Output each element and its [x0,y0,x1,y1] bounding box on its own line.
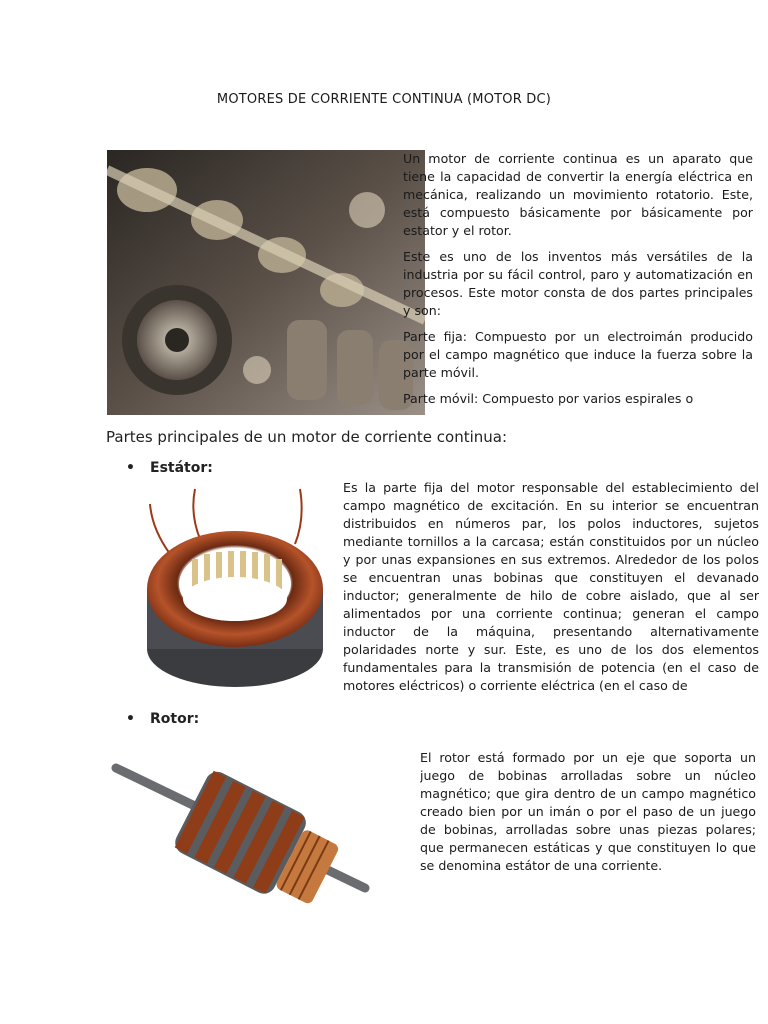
estator-label: Estátor: [150,460,213,476]
section-subheading: Partes principales de un motor de corriente continua: [106,428,508,446]
rotor-heading [126,711,199,727]
intro-text [403,150,753,422]
stator-photo [140,484,330,694]
intro-paragraph-3: Parte fija: Compuesto por un electroimán producido por el campo magnético que induce la fuerza sobre la parte móvil. [403,329,753,380]
intro-paragraph-2: Este es uno de los inventos más versátiles de la industria por su fácil control, paro y automatización en procesos. Este motor consta de dos partes principales y son: [403,249,753,318]
bullet-marker: • [126,460,135,476]
estator-heading [126,460,213,476]
rotor-paragraph: El rotor está formado por un eje que soporta un juego de bobinas arrolladas sobre un núcleo magnético; que gira dentro de un campo magnético creado bien por un imán o por el paso de un juego de bobinas, arrolladas sobre unas piezas polares; que permanecen estáticas y que constituyen lo que se denomina estátor de una corriente. [420,750,756,873]
rotor-label: Rotor: [150,711,200,727]
rotor-text [420,749,756,899]
rotor-photo [110,740,380,930]
estator-text [343,479,759,705]
intro-paragraph-1: Un motor de corriente continua es un aparato que tiene la capacidad de convertir la energía eléctrica en mecánica, realizando un movimiento rotatorio. Este, está compuesto básicamente por básicamente por estator y el rotor. [403,151,753,238]
intro-paragraph-4: Parte móvil: Compuesto por varios espirales o [403,391,694,406]
bullet-marker: • [126,711,135,727]
estator-paragraph: Es la parte fija del motor responsable del establecimiento del campo magnético de excitación. En su interior se encuentran distribuidos en números par, los polos inductores, sujetos mediante tornillos a la carcasa; están constituidos por un núcleo y por unas expansiones en sus extremos. Alrededor de los polos se encuentran unas bobinas que constituyen el devanado inductor; generalmente de hilo de cobre aislado, que al ser alimentados por una corriente continua; generan el campo inductor de la máquina, presentando alternativamente polaridades norte y sur. Este, es uno de los dos elementos fundamentales para la transmisión de potencia (en el caso de motores eléctricos) o corriente eléctrica (en el caso de [343,480,759,693]
engine-photo [107,150,425,415]
document-title: MOTORES DE CORRIENTE CONTINUA (MOTOR DC) [216,92,552,107]
